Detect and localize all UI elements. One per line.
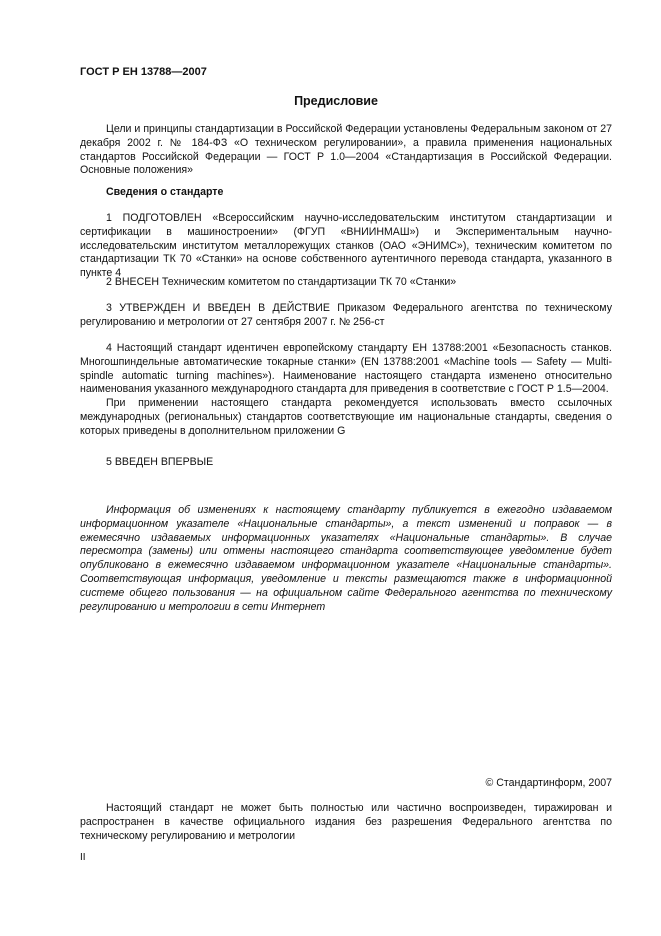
reproduction-notice-paragraph: Настоящий стандарт не может быть полностью или частично воспроизведен, тиражирован и распространен в качестве официального издания без разрешения Федерального агентства по техническому регулированию и метрологии: [80, 802, 612, 842]
item-3-paragraph: 3 УТВЕРЖДЕН И ВВЕДЕН В ДЕЙСТВИЕ Приказом Федерального агентства по техническому регулированию и метрологии от 27 сентября 2007 г. № 256-ст: [80, 302, 612, 328]
copyright-line: © Стандартинформ, 2007: [485, 777, 612, 789]
item-5-block: [80, 456, 612, 470]
page-title: Предисловие: [294, 94, 378, 108]
item-1-block: [80, 212, 612, 281]
info-notice-block: [80, 504, 612, 614]
item-4-block: [80, 342, 612, 439]
item-2-paragraph: 2 ВНЕСЕН Техническим комитетом по стандартизации ТК 70 «Станки»: [106, 276, 457, 288]
item-2-block: [80, 276, 612, 290]
item-4-continuation: При применении настоящего стандарта рекомендуется использовать вместо ссылочных международных (региональных) стандартов соответствующие им национальные стандарты, сведения о которых приведены в дополнительном приложении G: [80, 397, 612, 437]
item-3-block: [80, 302, 612, 330]
page-number: II: [80, 852, 86, 863]
intro-block: [80, 123, 612, 178]
reproduction-notice-block: [80, 802, 612, 843]
item-5-paragraph: 5 ВВЕДЕН ВПЕРВЫЕ: [106, 456, 214, 468]
document-id: ГОСТ Р ЕН 13788—2007: [80, 66, 207, 78]
intro-paragraph: Цели и принципы стандартизации в Российской Федерации установлены Федеральным законом от 27 декабря 2002 г. № 184-ФЗ «О техническом регулировании», а правила применения национальных стандартов Российской Федерации — ГОСТ Р 1.0—2004 «Стандартизация в Российской Федерации. Основные положения»: [80, 123, 612, 177]
item-1-paragraph: 1 ПОДГОТОВЛЕН «Всероссийским научно-исследовательским институтом стандартизации и сертификации в машиностроении» (ФГУП «ВНИИНМАШ») и Экспериментальным научно-исследовательским институтом металлорежущих станков (ОАО «ЭНИМС»), техническим комитетом по стандартизации ТК 70 «Станки» на основе собственного аутентичного перевода стандарта, указанного в пункте 4: [80, 212, 612, 280]
info-notice-paragraph: Информация об изменениях к настоящему стандарту публикуется в ежегодно издаваемом информационном указателе «Национальные стандарты», а текст изменений и поправок — в ежемесячно издаваемых информационных указателях «Национальные стандарты». В случае пересмотра (замены) или отмены настоящего стандарта соответствующее уведомление будет опубликовано в ежемесячно издаваемом информационном указателе «Национальные стандарты». Соответствующая информация, уведомление и тексты размещаются также в информационной системе общего пользования — на официальном сайте Федерального агентства по техническому регулированию и метрологии в сети Интернет: [80, 504, 612, 613]
section-heading: Сведения о стандарте: [106, 186, 224, 198]
item-4-paragraph: 4 Настоящий стандарт идентичен европейскому стандарту ЕН 13788:2001 «Безопасность станков. Многошпиндельные автоматические токарные станки» (EN 13788:2001 «Machine tools — Safety — Multi-spindle automatic turning machines»). Наименование настоящего стандарта изменено относительно наименования указанного международного стандарта для приведения в соответствие с ГОСТ Р 1.5—2004.: [80, 342, 612, 396]
